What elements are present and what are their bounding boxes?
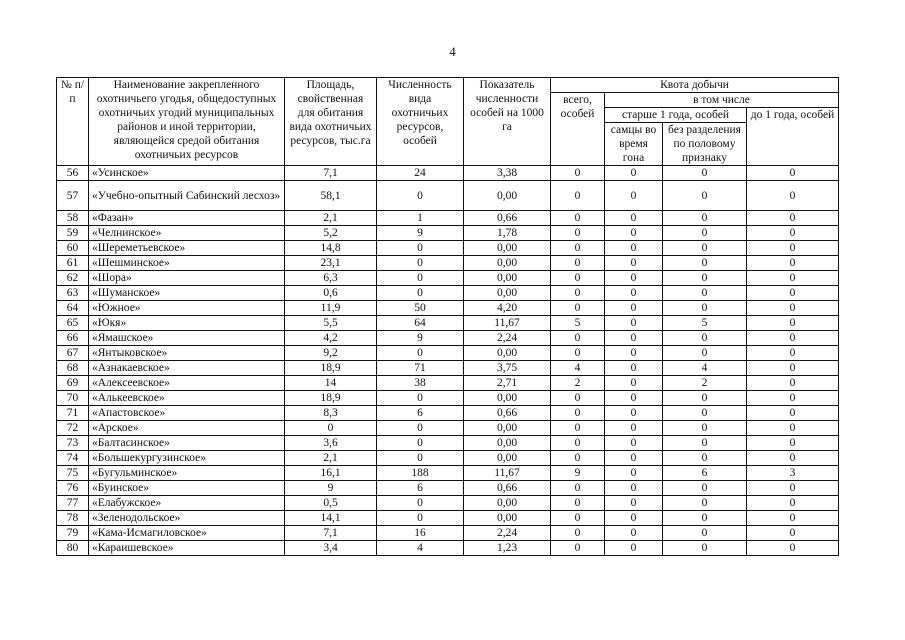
quota-total-cell: 0 [551, 526, 605, 541]
under-1-year-cell: 0 [747, 496, 839, 511]
under-1-year-cell: 0 [747, 181, 839, 211]
no-sex-cell: 0 [663, 451, 747, 466]
area-cell: 9,2 [285, 346, 377, 361]
quota-total-cell: 0 [551, 436, 605, 451]
area-cell: 2,1 [285, 211, 377, 226]
table-row [57, 301, 839, 316]
table-row [57, 346, 839, 361]
under-1-year-cell: 0 [747, 271, 839, 286]
no-sex-cell: 0 [663, 496, 747, 511]
males-rut-cell: 0 [605, 166, 663, 181]
page-number: 4 [449, 44, 456, 59]
males-rut-cell: 0 [605, 496, 663, 511]
males-rut-cell: 0 [605, 376, 663, 391]
quota-total-cell: 0 [551, 346, 605, 361]
table-row [57, 451, 839, 466]
no-sex-cell: 0 [663, 301, 747, 316]
site-name-cell: «Елабужское» [89, 496, 285, 511]
site-name-cell: «Шешминское» [89, 256, 285, 271]
density-cell: 0,00 [464, 241, 551, 256]
males-rut-cell: 0 [605, 466, 663, 481]
count-cell: 64 [377, 316, 464, 331]
males-rut-cell: 0 [605, 211, 663, 226]
count-cell: 71 [377, 361, 464, 376]
area-cell: 18,9 [285, 361, 377, 376]
density-cell: 2,71 [464, 376, 551, 391]
count-cell: 9 [377, 331, 464, 346]
density-cell: 2,24 [464, 331, 551, 346]
area-cell: 23,1 [285, 256, 377, 271]
under-1-year-cell: 0 [747, 256, 839, 271]
count-cell: 9 [377, 226, 464, 241]
table-row [57, 166, 839, 181]
site-name-cell: «Южное» [89, 301, 285, 316]
density-cell: 0,66 [464, 481, 551, 496]
row-number-cell: 61 [57, 256, 89, 271]
males-rut-cell: 0 [605, 346, 663, 361]
count-cell: 0 [377, 181, 464, 211]
area-cell: 4,2 [285, 331, 377, 346]
table-row [57, 391, 839, 406]
no-sex-cell: 0 [663, 256, 747, 271]
table-row [57, 241, 839, 256]
table-header [57, 78, 839, 166]
count-cell: 1 [377, 211, 464, 226]
no-sex-cell: 0 [663, 286, 747, 301]
table-row [57, 376, 839, 391]
table-row [57, 286, 839, 301]
count-cell: 0 [377, 286, 464, 301]
count-cell: 24 [377, 166, 464, 181]
row-number-cell: 67 [57, 346, 89, 361]
site-name-cell: «Кама-Исмагиловское» [89, 526, 285, 541]
table-row [57, 406, 839, 421]
table-row [57, 466, 839, 481]
header-count: Численность вида охотничьих ресурсов, особей [377, 78, 464, 166]
no-sex-cell: 0 [663, 391, 747, 406]
count-cell: 0 [377, 271, 464, 286]
density-cell: 1,23 [464, 541, 551, 556]
males-rut-cell: 0 [605, 526, 663, 541]
density-cell: 4,20 [464, 301, 551, 316]
site-name-cell: «Учебно-опытный Сабинский лесхоз» [89, 181, 285, 211]
table-row [57, 256, 839, 271]
no-sex-cell: 0 [663, 481, 747, 496]
area-cell: 5,2 [285, 226, 377, 241]
row-number-cell: 58 [57, 211, 89, 226]
males-rut-cell: 0 [605, 241, 663, 256]
row-number-cell: 64 [57, 301, 89, 316]
under-1-year-cell: 0 [747, 481, 839, 496]
no-sex-cell: 5 [663, 316, 747, 331]
header-older-than-1-year: старше 1 года, особей [605, 108, 747, 123]
site-name-cell: «Апастовское» [89, 406, 285, 421]
no-sex-cell: 0 [663, 541, 747, 556]
count-cell: 0 [377, 256, 464, 271]
site-name-cell: «Юкя» [89, 316, 285, 331]
quota-total-cell: 0 [551, 256, 605, 271]
header-no-sex-division: без разделения по половому признаку [663, 123, 747, 166]
table-row [57, 496, 839, 511]
row-number-cell: 78 [57, 511, 89, 526]
density-cell: 0,00 [464, 391, 551, 406]
row-number-cell: 71 [57, 406, 89, 421]
males-rut-cell: 0 [605, 286, 663, 301]
quota-total-cell: 5 [551, 316, 605, 331]
under-1-year-cell: 0 [747, 331, 839, 346]
area-cell: 8,3 [285, 406, 377, 421]
no-sex-cell: 0 [663, 421, 747, 436]
density-cell: 3,38 [464, 166, 551, 181]
density-cell: 0,00 [464, 271, 551, 286]
no-sex-cell: 0 [663, 331, 747, 346]
area-cell: 14,8 [285, 241, 377, 256]
density-cell: 0,00 [464, 286, 551, 301]
count-cell: 50 [377, 301, 464, 316]
no-sex-cell: 0 [663, 271, 747, 286]
density-cell: 0,00 [464, 181, 551, 211]
quota-total-cell: 0 [551, 331, 605, 346]
quota-total-cell: 0 [551, 301, 605, 316]
site-name-cell: «Балтасинское» [89, 436, 285, 451]
header-density: Показатель численности особей на 1000 га [464, 78, 551, 166]
quota-total-cell: 0 [551, 226, 605, 241]
density-cell: 0,00 [464, 436, 551, 451]
area-cell: 3,6 [285, 436, 377, 451]
row-number-cell: 73 [57, 436, 89, 451]
no-sex-cell: 0 [663, 241, 747, 256]
quota-total-cell: 0 [551, 451, 605, 466]
under-1-year-cell: 0 [747, 316, 839, 331]
count-cell: 0 [377, 391, 464, 406]
quota-total-cell: 0 [551, 511, 605, 526]
males-rut-cell: 0 [605, 226, 663, 241]
row-number-cell: 68 [57, 361, 89, 376]
site-name-cell: «Фазан» [89, 211, 285, 226]
density-cell: 0,66 [464, 211, 551, 226]
males-rut-cell: 0 [605, 541, 663, 556]
quota-total-cell: 0 [551, 391, 605, 406]
area-cell: 5,5 [285, 316, 377, 331]
row-number-cell: 57 [57, 181, 89, 211]
density-cell: 1,78 [464, 226, 551, 241]
table-row [57, 541, 839, 556]
under-1-year-cell: 0 [747, 436, 839, 451]
table-row [57, 421, 839, 436]
row-number-cell: 80 [57, 541, 89, 556]
no-sex-cell: 0 [663, 511, 747, 526]
row-number-cell: 74 [57, 451, 89, 466]
row-number-cell: 75 [57, 466, 89, 481]
no-sex-cell: 6 [663, 466, 747, 481]
no-sex-cell: 0 [663, 226, 747, 241]
males-rut-cell: 0 [605, 331, 663, 346]
site-name-cell: «Челнинское» [89, 226, 285, 241]
no-sex-cell: 4 [663, 361, 747, 376]
count-cell: 0 [377, 346, 464, 361]
under-1-year-cell: 0 [747, 226, 839, 241]
area-cell: 6,3 [285, 271, 377, 286]
quota-total-cell: 0 [551, 496, 605, 511]
site-name-cell: «Азнакаевское» [89, 361, 285, 376]
site-name-cell: «Караишевское» [89, 541, 285, 556]
area-cell: 0,6 [285, 286, 377, 301]
no-sex-cell: 0 [663, 211, 747, 226]
under-1-year-cell: 0 [747, 211, 839, 226]
no-sex-cell: 0 [663, 406, 747, 421]
row-number-cell: 76 [57, 481, 89, 496]
no-sex-cell: 0 [663, 346, 747, 361]
density-cell: 0,00 [464, 421, 551, 436]
table-row [57, 271, 839, 286]
count-cell: 0 [377, 451, 464, 466]
count-cell: 188 [377, 466, 464, 481]
area-cell: 0,5 [285, 496, 377, 511]
under-1-year-cell: 0 [747, 421, 839, 436]
site-name-cell: «Шереметьевское» [89, 241, 285, 256]
quota-total-cell: 0 [551, 541, 605, 556]
no-sex-cell: 0 [663, 436, 747, 451]
males-rut-cell: 0 [605, 316, 663, 331]
site-name-cell: «Алексеевское» [89, 376, 285, 391]
under-1-year-cell: 0 [747, 451, 839, 466]
density-cell: 2,24 [464, 526, 551, 541]
row-number-cell: 69 [57, 376, 89, 391]
males-rut-cell: 0 [605, 181, 663, 211]
under-1-year-cell: 0 [747, 526, 839, 541]
area-cell: 7,1 [285, 526, 377, 541]
quota-total-cell: 0 [551, 421, 605, 436]
quota-total-cell: 0 [551, 406, 605, 421]
count-cell: 16 [377, 526, 464, 541]
count-cell: 0 [377, 421, 464, 436]
area-cell: 14 [285, 376, 377, 391]
header-name: Наименование закрепленного охотничьего угодья, общедоступных охотничьих угодий муниципальных районов и иной территории, являющейся средой обитания охотничьих ресурсов [89, 78, 285, 166]
table-body [57, 166, 839, 556]
area-cell: 16,1 [285, 466, 377, 481]
site-name-cell: «Зеленодольское» [89, 511, 285, 526]
row-number-cell: 62 [57, 271, 89, 286]
males-rut-cell: 0 [605, 511, 663, 526]
quota-total-cell: 0 [551, 166, 605, 181]
quota-total-cell: 4 [551, 361, 605, 376]
quota-total-cell: 0 [551, 271, 605, 286]
density-cell: 0,00 [464, 496, 551, 511]
site-name-cell: «Янтыковское» [89, 346, 285, 361]
under-1-year-cell: 0 [747, 391, 839, 406]
row-number-cell: 63 [57, 286, 89, 301]
row-number-cell: 77 [57, 496, 89, 511]
header-quota: Квота добычи [551, 78, 839, 93]
table-row [57, 181, 839, 211]
table-row [57, 211, 839, 226]
density-cell: 0,00 [464, 346, 551, 361]
site-name-cell: «Алькеевское» [89, 391, 285, 406]
under-1-year-cell: 0 [747, 541, 839, 556]
site-name-cell: «Буинское» [89, 481, 285, 496]
header-including: в том числе [605, 93, 839, 108]
header-under-1-year: до 1 года, особей [747, 108, 839, 166]
count-cell: 6 [377, 481, 464, 496]
under-1-year-cell: 0 [747, 361, 839, 376]
site-name-cell: «Шора» [89, 271, 285, 286]
header-area: Площадь, свойственная для обитания вида охотничьих ресурсов, тыс.га [285, 78, 377, 166]
row-number-cell: 60 [57, 241, 89, 256]
header-males-rut: самцы во время гона [605, 123, 663, 166]
header-total: всего, особей [551, 93, 605, 166]
quota-total-cell: 0 [551, 481, 605, 496]
count-cell: 0 [377, 511, 464, 526]
count-cell: 38 [377, 376, 464, 391]
quota-total-cell: 0 [551, 286, 605, 301]
hunting-quota-table [56, 77, 839, 556]
males-rut-cell: 0 [605, 391, 663, 406]
count-cell: 4 [377, 541, 464, 556]
site-name-cell: «Арское» [89, 421, 285, 436]
table-row [57, 526, 839, 541]
under-1-year-cell: 0 [747, 376, 839, 391]
table-row [57, 481, 839, 496]
row-number-cell: 56 [57, 166, 89, 181]
males-rut-cell: 0 [605, 301, 663, 316]
count-cell: 0 [377, 496, 464, 511]
density-cell: 3,75 [464, 361, 551, 376]
area-cell: 3,4 [285, 541, 377, 556]
area-cell: 14,1 [285, 511, 377, 526]
table-row [57, 361, 839, 376]
quota-total-cell: 0 [551, 241, 605, 256]
header-num: № п/п [57, 78, 89, 166]
row-number-cell: 79 [57, 526, 89, 541]
males-rut-cell: 0 [605, 451, 663, 466]
quota-total-cell: 9 [551, 466, 605, 481]
table-row [57, 436, 839, 451]
site-name-cell: «Бугульминское» [89, 466, 285, 481]
row-number-cell: 66 [57, 331, 89, 346]
under-1-year-cell: 0 [747, 241, 839, 256]
males-rut-cell: 0 [605, 361, 663, 376]
area-cell: 7,1 [285, 166, 377, 181]
density-cell: 0,66 [464, 406, 551, 421]
no-sex-cell: 0 [663, 526, 747, 541]
no-sex-cell: 0 [663, 166, 747, 181]
site-name-cell: «Ямашское» [89, 331, 285, 346]
density-cell: 0,00 [464, 256, 551, 271]
row-number-cell: 65 [57, 316, 89, 331]
quota-total-cell: 0 [551, 211, 605, 226]
no-sex-cell: 0 [663, 181, 747, 211]
density-cell: 0,00 [464, 511, 551, 526]
under-1-year-cell: 0 [747, 301, 839, 316]
site-name-cell: «Большекургузинское» [89, 451, 285, 466]
area-cell: 11,9 [285, 301, 377, 316]
area-cell: 18,9 [285, 391, 377, 406]
males-rut-cell: 0 [605, 436, 663, 451]
males-rut-cell: 0 [605, 271, 663, 286]
males-rut-cell: 0 [605, 406, 663, 421]
area-cell: 0 [285, 421, 377, 436]
row-number-cell: 70 [57, 391, 89, 406]
under-1-year-cell: 0 [747, 166, 839, 181]
males-rut-cell: 0 [605, 256, 663, 271]
count-cell: 0 [377, 436, 464, 451]
table-row [57, 511, 839, 526]
quota-total-cell: 2 [551, 376, 605, 391]
row-number-cell: 59 [57, 226, 89, 241]
under-1-year-cell: 0 [747, 346, 839, 361]
site-name-cell: «Усинское» [89, 166, 285, 181]
area-cell: 2,1 [285, 451, 377, 466]
density-cell: 11,67 [464, 316, 551, 331]
table-row [57, 226, 839, 241]
under-1-year-cell: 0 [747, 511, 839, 526]
quota-total-cell: 0 [551, 181, 605, 211]
density-cell: 11,67 [464, 466, 551, 481]
table-row [57, 331, 839, 346]
count-cell: 0 [377, 241, 464, 256]
males-rut-cell: 0 [605, 481, 663, 496]
no-sex-cell: 2 [663, 376, 747, 391]
area-cell: 9 [285, 481, 377, 496]
males-rut-cell: 0 [605, 421, 663, 436]
under-1-year-cell: 0 [747, 286, 839, 301]
row-number-cell: 72 [57, 421, 89, 436]
area-cell: 58,1 [285, 181, 377, 211]
under-1-year-cell: 3 [747, 466, 839, 481]
count-cell: 6 [377, 406, 464, 421]
site-name-cell: «Шуманское» [89, 286, 285, 301]
table-row [57, 316, 839, 331]
under-1-year-cell: 0 [747, 406, 839, 421]
density-cell: 0,00 [464, 451, 551, 466]
